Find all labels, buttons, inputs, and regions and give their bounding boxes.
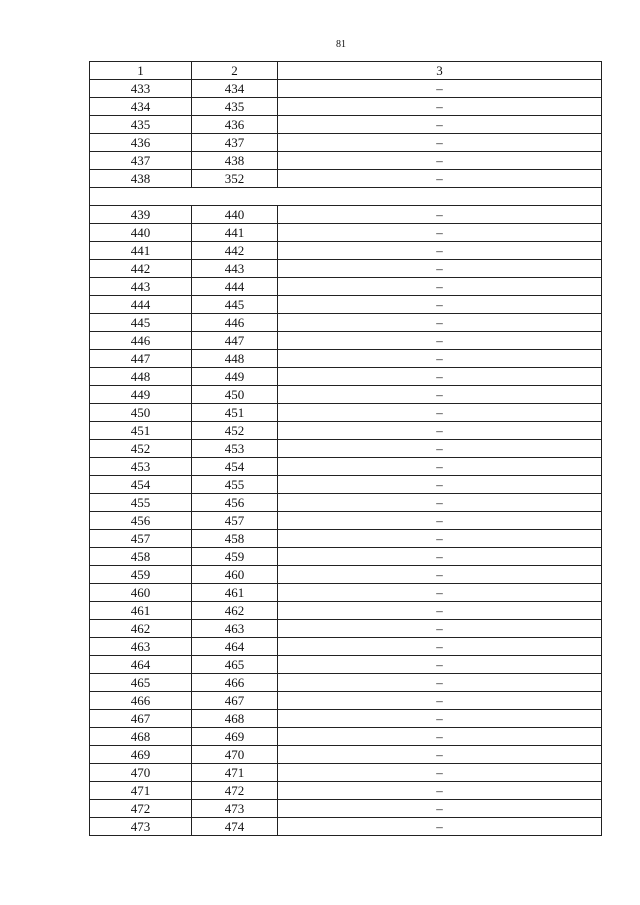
table-cell-col2: 469 <box>192 728 278 746</box>
table-cell-col1: 454 <box>90 476 192 494</box>
table-row <box>90 602 602 620</box>
table-row <box>90 584 602 602</box>
table-cell-col2: 474 <box>192 818 278 836</box>
table-cell-col2: 461 <box>192 584 278 602</box>
table-cell-col3: – <box>278 584 602 602</box>
table-row <box>90 710 602 728</box>
table-cell-col1: 438 <box>90 170 192 188</box>
table-cell-col2: 440 <box>192 206 278 224</box>
table-cell-col3: – <box>278 692 602 710</box>
table-row <box>90 224 602 242</box>
table-cell-col3: – <box>278 422 602 440</box>
table-row <box>90 728 602 746</box>
table-cell-col3: – <box>278 620 602 638</box>
table-row <box>90 746 602 764</box>
table-cell-col1: 461 <box>90 602 192 620</box>
table-cell-col2: 470 <box>192 746 278 764</box>
table-cell-col1: 473 <box>90 818 192 836</box>
table-cell-col1: 446 <box>90 332 192 350</box>
table-row <box>90 674 602 692</box>
table-cell-col3: – <box>278 746 602 764</box>
table-row <box>90 620 602 638</box>
table-cell-col3: – <box>278 530 602 548</box>
table-row <box>90 692 602 710</box>
table-row <box>90 386 602 404</box>
table-row <box>90 296 602 314</box>
table-row <box>90 314 602 332</box>
table-row <box>90 458 602 476</box>
table-cell-col1: 447 <box>90 350 192 368</box>
table-cell-col1: 449 <box>90 386 192 404</box>
table-cell-col3: – <box>278 332 602 350</box>
table-cell-col2: 437 <box>192 134 278 152</box>
table-cell-col2: 455 <box>192 476 278 494</box>
table-row <box>90 818 602 836</box>
table-row <box>90 440 602 458</box>
table-cell-col2: 473 <box>192 800 278 818</box>
table-cell-col3: – <box>278 278 602 296</box>
table-cell-col3: – <box>278 98 602 116</box>
table-cell-col2: 447 <box>192 332 278 350</box>
table-cell-col2: 436 <box>192 116 278 134</box>
table-cell-col3: – <box>278 314 602 332</box>
table-row <box>90 206 602 224</box>
table-cell-col2: 438 <box>192 152 278 170</box>
table-cell-col2: 444 <box>192 278 278 296</box>
table-cell-col2: 449 <box>192 368 278 386</box>
separator-cell <box>90 188 602 206</box>
table-cell-col2: 472 <box>192 782 278 800</box>
table-header-row <box>90 62 602 80</box>
table-cell-col1: 457 <box>90 530 192 548</box>
table-row <box>90 98 602 116</box>
table-cell-col2: 466 <box>192 674 278 692</box>
table-cell-col3: – <box>278 728 602 746</box>
table-row <box>90 656 602 674</box>
table-cell-col1: 439 <box>90 206 192 224</box>
table-row <box>90 80 602 98</box>
table-cell-col1: 451 <box>90 422 192 440</box>
table-row <box>90 404 602 422</box>
table-cell-col2: 460 <box>192 566 278 584</box>
table-row <box>90 242 602 260</box>
table-cell-col3: – <box>278 206 602 224</box>
table-cell-col1: 443 <box>90 278 192 296</box>
table-row <box>90 494 602 512</box>
table-row <box>90 638 602 656</box>
table-cell-col1: 437 <box>90 152 192 170</box>
table-cell-col3: – <box>278 674 602 692</box>
table-cell-col1: 469 <box>90 746 192 764</box>
table-row <box>90 134 602 152</box>
table-cell-col3: – <box>278 386 602 404</box>
table-cell-col2: 434 <box>192 80 278 98</box>
table-cell-col2: 352 <box>192 170 278 188</box>
table-cell-col1: 455 <box>90 494 192 512</box>
table-row <box>90 152 602 170</box>
table-cell-col2: 446 <box>192 314 278 332</box>
table-cell-col1: 467 <box>90 710 192 728</box>
table-cell-col2: 468 <box>192 710 278 728</box>
table-separator-row <box>90 188 602 206</box>
table-cell-col3: – <box>278 404 602 422</box>
table-row <box>90 764 602 782</box>
table-row <box>90 422 602 440</box>
table-cell-col3: – <box>278 242 602 260</box>
table-cell-col3: – <box>278 80 602 98</box>
table-cell-col2: 465 <box>192 656 278 674</box>
table-cell-col1: 463 <box>90 638 192 656</box>
table-row <box>90 350 602 368</box>
table-cell-col2: 441 <box>192 224 278 242</box>
table-cell-col2: 464 <box>192 638 278 656</box>
table-cell-col2: 462 <box>192 602 278 620</box>
table-cell-col2: 459 <box>192 548 278 566</box>
table-cell-col3: – <box>278 800 602 818</box>
table-cell-col2: 448 <box>192 350 278 368</box>
table-cell-col1: 436 <box>90 134 192 152</box>
table-cell-col2: 443 <box>192 260 278 278</box>
table-cell-col2: 435 <box>192 98 278 116</box>
table-cell-col3: – <box>278 152 602 170</box>
table-cell-col1: 448 <box>90 368 192 386</box>
table-cell-col3: – <box>278 170 602 188</box>
table-row <box>90 332 602 350</box>
table-cell-col2: 454 <box>192 458 278 476</box>
table-cell-col1: 464 <box>90 656 192 674</box>
table-row <box>90 566 602 584</box>
table-cell-col2: 463 <box>192 620 278 638</box>
table-cell-col1: 456 <box>90 512 192 530</box>
table-cell-col1: 434 <box>90 98 192 116</box>
page-number: 81 <box>336 39 346 50</box>
table-cell-col1: 472 <box>90 800 192 818</box>
table-cell-col1: 458 <box>90 548 192 566</box>
table-cell-col1: 440 <box>90 224 192 242</box>
table-cell-col2: 445 <box>192 296 278 314</box>
table-cell-col3: – <box>278 656 602 674</box>
table-row <box>90 512 602 530</box>
table-cell-col3: – <box>278 134 602 152</box>
table-cell-col3: – <box>278 548 602 566</box>
table-cell-col3: – <box>278 116 602 134</box>
table-cell-col1: 433 <box>90 80 192 98</box>
table-cell-col3: – <box>278 260 602 278</box>
table-cell-col1: 445 <box>90 314 192 332</box>
table-cell-col1: 470 <box>90 764 192 782</box>
table-cell-col3: – <box>278 476 602 494</box>
table-cell-col1: 462 <box>90 620 192 638</box>
table-cell-col3: – <box>278 782 602 800</box>
table-row <box>90 476 602 494</box>
table-row <box>90 548 602 566</box>
table-cell-col1: 468 <box>90 728 192 746</box>
table-cell-col2: 450 <box>192 386 278 404</box>
column-header-3: 3 <box>278 62 602 80</box>
table-cell-col1: 442 <box>90 260 192 278</box>
table-cell-col3: – <box>278 818 602 836</box>
table-cell-col1: 435 <box>90 116 192 134</box>
table-cell-col3: – <box>278 296 602 314</box>
table-cell-col1: 459 <box>90 566 192 584</box>
table-cell-col3: – <box>278 512 602 530</box>
table-cell-col3: – <box>278 350 602 368</box>
table-row <box>90 800 602 818</box>
table-cell-col2: 467 <box>192 692 278 710</box>
table-row <box>90 782 602 800</box>
table-cell-col2: 456 <box>192 494 278 512</box>
table-cell-col1: 466 <box>90 692 192 710</box>
table-row <box>90 368 602 386</box>
table-cell-col1: 452 <box>90 440 192 458</box>
table-cell-col1: 450 <box>90 404 192 422</box>
table-cell-col2: 451 <box>192 404 278 422</box>
table-cell-col1: 441 <box>90 242 192 260</box>
table-cell-col3: – <box>278 494 602 512</box>
table-cell-col3: – <box>278 458 602 476</box>
table-cell-col1: 471 <box>90 782 192 800</box>
table-row <box>90 170 602 188</box>
table-cell-col3: – <box>278 602 602 620</box>
table-cell-col2: 471 <box>192 764 278 782</box>
table-row <box>90 278 602 296</box>
table-cell-col1: 460 <box>90 584 192 602</box>
table-cell-col2: 453 <box>192 440 278 458</box>
table-cell-col2: 458 <box>192 530 278 548</box>
table-body <box>90 80 602 836</box>
table-cell-col1: 465 <box>90 674 192 692</box>
column-header-2: 2 <box>192 62 278 80</box>
table-cell-col3: – <box>278 224 602 242</box>
table-cell-col2: 452 <box>192 422 278 440</box>
table-cell-col1: 453 <box>90 458 192 476</box>
table-cell-col1: 444 <box>90 296 192 314</box>
table-cell-col3: – <box>278 710 602 728</box>
table-row <box>90 530 602 548</box>
table-cell-col2: 457 <box>192 512 278 530</box>
table-row <box>90 116 602 134</box>
table-cell-col3: – <box>278 566 602 584</box>
table-cell-col3: – <box>278 440 602 458</box>
table-cell-col2: 442 <box>192 242 278 260</box>
column-header-1: 1 <box>90 62 192 80</box>
table-cell-col3: – <box>278 638 602 656</box>
table-row <box>90 260 602 278</box>
table-cell-col3: – <box>278 368 602 386</box>
table-cell-col3: – <box>278 764 602 782</box>
data-table <box>89 61 602 836</box>
